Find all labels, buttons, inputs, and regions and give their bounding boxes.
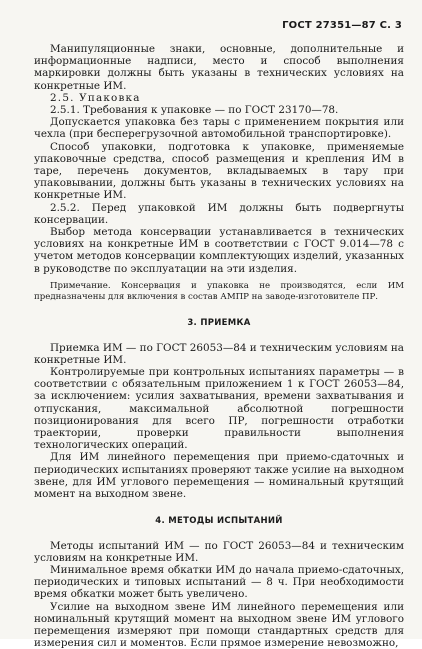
subsection-packaging-heading: 2.5. Упаковка <box>50 91 141 104</box>
section-4-paragraph-3: Усилие на выходном звене ИМ линейного перемещения или номинальный крутящий момент на выходном звене ИМ углового перемещения измеряют при помощи стандартных средств для измерения сил и моментов. Если прямое измерение невозможно, <box>34 600 404 649</box>
paragraph-conservation-method: Выбор метода консервации устанавливается в технических условиях на конкретные ИМ в соответствии с ГОСТ 9.014—78 с учетом методов консервации комплектующих изделий, указанных в руководстве по эксплуатации на эти изделия. <box>34 226 404 275</box>
page-header <box>282 20 402 31</box>
paragraph-2-5-1: 2.5.1. Требования к упаковке — по ГОСТ 23170—78. <box>50 104 339 117</box>
paragraph-packaging-method: Способ упаковки, подготовка к упаковке, применяемые упаковочные средства, способ размещения и крепления ИМ в таре, перечень документов, вкладываемых в тару при упаковывании, должны быть указаны в технических условиях на конкретные ИМ. <box>34 140 404 202</box>
section-4-title: 4. МЕТОДЫ ИСПЫТАНИЙ <box>155 516 283 527</box>
paragraph-marking: Манипуляционные знаки, основные, дополнительные и информационные надписи, место и способ выполнения маркировки должны быть указаны в технических условиях на конкретные ИМ. <box>34 43 404 92</box>
standard-number: ГОСТ 27351—87 <box>282 20 376 31</box>
section-3-paragraph-1: Приемка ИМ — по ГОСТ 26053—84 и техническим условиям на конкретные ИМ. <box>34 341 404 366</box>
paragraph-2-5-2: 2.5.2. Перед упаковкой ИМ должны быть подвергнуты консервации. <box>34 201 404 226</box>
section-3-paragraph-3: Для ИМ линейного перемещения при приемо-сдаточных и периодических испытаниях проверяют также усилие на выходном звене, для ИМ углового перемещения — номинальный крутящий момент на выходном звене. <box>34 451 404 501</box>
section-3-title: 3. ПРИЕМКА <box>187 318 251 329</box>
page-content <box>34 43 404 649</box>
section-4-paragraph-2: Минимальное время обкатки ИМ до начала приемо-сдаточных, периодических и типовых испытаний — 8 ч. При необходимости время обкатки может быть увеличено. <box>34 563 404 601</box>
note-paragraph: Примечание. Консервация и упаковка не производятся, если ИМ предназначены для включения в состав АМПР на заводе-изготовителе ПР. <box>34 280 404 302</box>
section-4-paragraph-1: Методы испытаний ИМ — по ГОСТ 26053—84 и техническим условиям на конкретные ИМ. <box>34 539 404 564</box>
paragraph-packaging-without-container: Допускается упаковка без тары с применением покрытия или чехла (при бесперегрузочной автомобильной транспортировке). <box>34 116 404 141</box>
section-3-paragraph-2: Контролируемые при контрольных испытаниях параметры — в соответствии с обязательным приложением 1 к ГОСТ 26053—84, за исключением: усилия захватывания, времени захватывания и отпускания, максимальной абсолютной погрешности позиционирования для всего ПР, погрешности отработки траектории, проверки правильности выполнения технологических операций. <box>34 366 404 452</box>
page-number: С. 3 <box>379 20 402 31</box>
